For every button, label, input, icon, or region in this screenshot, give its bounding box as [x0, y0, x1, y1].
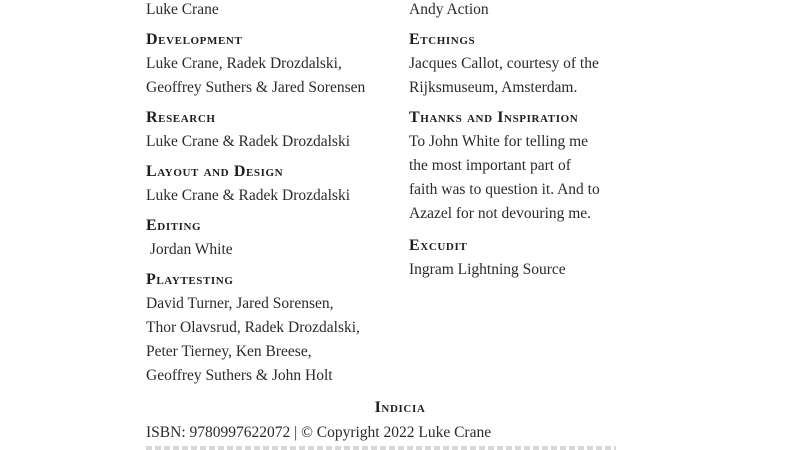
- development-line-1: Luke Crane, Radek Drozdalski,: [146, 55, 342, 72]
- playtesting-line-3: Peter Tierney, Ken Breese,: [146, 343, 312, 360]
- heading-indicia: Indicia: [374, 399, 426, 416]
- research-line-1: Luke Crane & Radek Drozdalski: [146, 133, 351, 150]
- right-top-line: Andy Action: [409, 1, 489, 18]
- excudit-line-1: Ingram Lightning Source: [409, 261, 566, 278]
- playtesting-line-2: Thor Olavsrud, Radek Drozdalski,: [146, 319, 360, 336]
- etchings-line-1: Jacques Callot, courtesy of the: [409, 55, 599, 72]
- heading-playtesting: Playtesting: [146, 271, 234, 288]
- layout-design-line-1: Luke Crane & Radek Drozdalski: [146, 187, 351, 204]
- editing-line-1: Jordan White: [146, 241, 233, 258]
- playtesting-line-4: Geoffrey Suthers & John Holt: [146, 367, 333, 384]
- heading-research: Research: [146, 109, 216, 126]
- etchings-line-2: Rijksmuseum, Amsterdam.: [409, 79, 578, 96]
- heading-excudit: Excudit: [409, 237, 468, 254]
- thanks-line-3: faith was to question it. And to: [409, 181, 600, 198]
- heading-editing: Editing: [146, 217, 202, 234]
- cut-off-text-line: [146, 446, 616, 450]
- indicia-isbn-copyright: ISBN: 9780997622072 | © Copyright 2022 Luke Crane: [146, 424, 492, 441]
- heading-thanks-and-inspiration: Thanks and Inspiration: [409, 109, 579, 126]
- heading-layout-and-design: Layout and Design: [146, 163, 284, 180]
- thanks-line-1: To John White for telling me: [409, 133, 588, 150]
- thanks-line-4: Azazel for not devouring me.: [409, 205, 592, 222]
- heading-development: Development: [146, 31, 243, 48]
- heading-etchings: Etchings: [409, 31, 476, 48]
- left-top-line: Luke Crane: [146, 1, 219, 18]
- thanks-line-2: the most important part of: [409, 157, 571, 174]
- playtesting-line-1: David Turner, Jared Sorensen,: [146, 295, 334, 312]
- development-line-2: Geoffrey Suthers & Jared Sorensen: [146, 79, 366, 96]
